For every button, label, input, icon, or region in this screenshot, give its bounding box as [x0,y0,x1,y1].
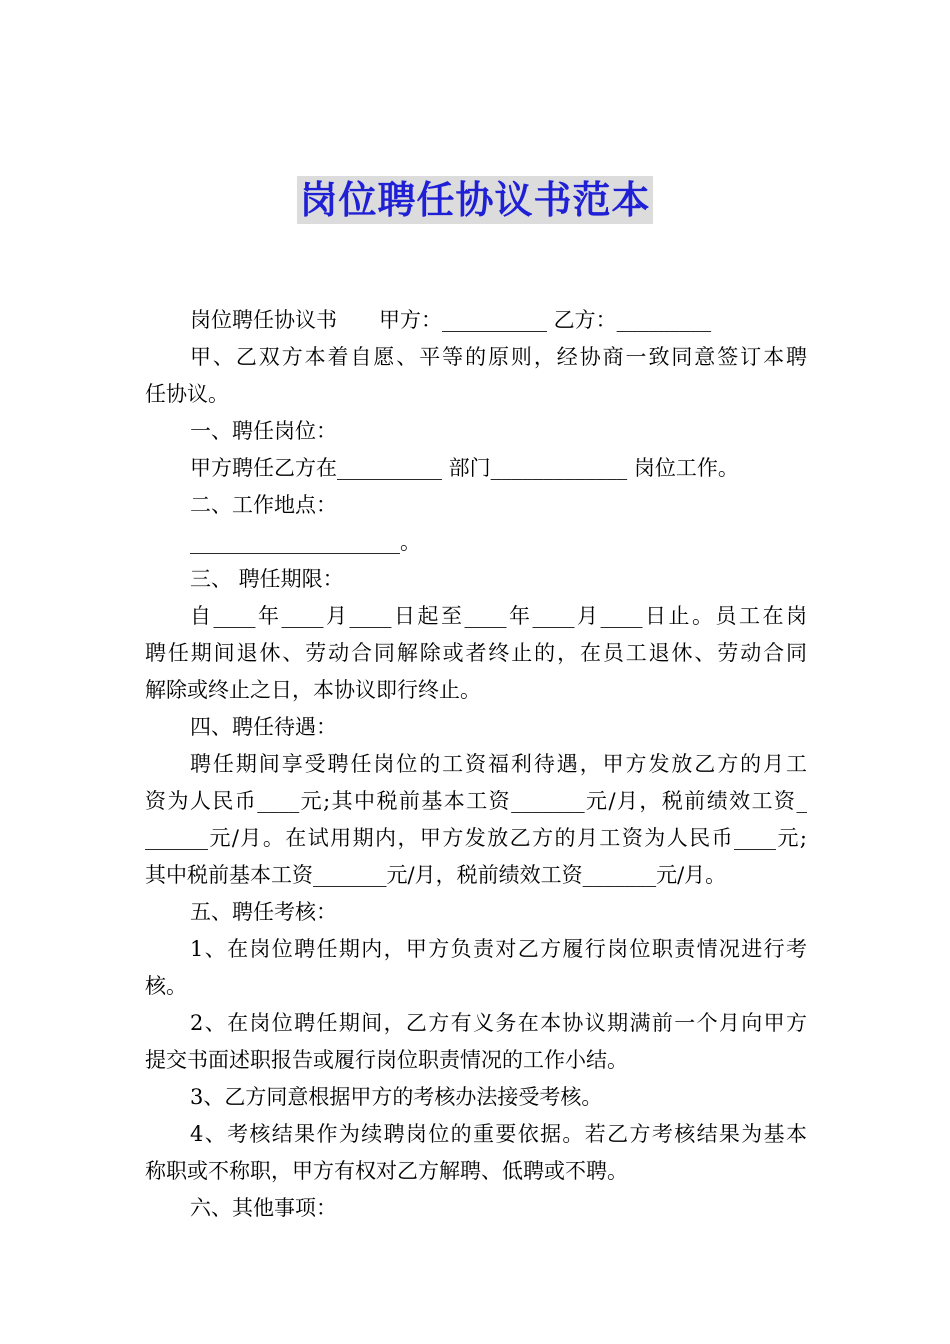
paragraph-line: 解除或终止之日，本协议即行终止。 [145,678,481,702]
paragraph-line: 任协议。 [145,382,229,406]
paragraph-line: 资为人民币____元;其中税前基本工资_______元/月，税前绩效工资_ [145,789,807,813]
paragraph-line: 称职或不称职，甲方有权对乙方解聘、低聘或不聘。 [145,1159,628,1183]
section-heading: 六、其他事项： [190,1196,337,1220]
section-heading: 三、 聘任期限： [190,567,344,591]
paragraph-line: 3、乙方同意根据甲方的考核办法接受考核。 [190,1085,603,1109]
section-heading: 四、聘任待遇： [190,715,337,739]
header-line: 岗位聘任协议书 甲方：__________ 乙方：_________ [190,308,712,332]
section-heading: 五、聘任考核： [190,900,337,924]
paragraph-line: 甲、乙双方本着自愿、平等的原则，经协商一致同意签订本聘 [190,345,807,369]
paragraph-line: 聘任期间退休、劳动合同解除或者终止的，在员工退休、劳动合同 [145,641,807,665]
section-heading: 一、聘任岗位： [190,419,337,443]
paragraph-line: 4、考核结果作为续聘岗位的重要依据。若乙方考核结果为基本 [190,1122,807,1146]
section-heading: 二、工作地点： [190,493,337,517]
paragraph-line: 其中税前基本工资_______元/月，税前绩效工资_______元/月。 [145,863,727,887]
paragraph-line: 2、在岗位聘任期间，乙方有义务在本协议期满前一个月向甲方 [190,1011,807,1035]
paragraph-line: ____________________。 [190,530,421,554]
paragraph-line: 甲方聘任乙方在__________ 部门_____________ 岗位工作。 [190,456,739,480]
title-wrapper [0,176,950,224]
document-title: 岗位聘任协议书范本 [299,178,651,222]
paragraph-line: 核。 [145,974,187,998]
paragraph-line: 1、在岗位聘任期内，甲方负责对乙方履行岗位职责情况进行考 [190,937,807,961]
paragraph-line: 自____年____月____日起至____年____月____日止。员工在岗 [190,604,807,628]
paragraph-line: ______元/月。在试用期内，甲方发放乙方的月工资为人民币____元; [145,826,807,850]
paragraph-line: 聘任期间享受聘任岗位的工资福利待遇，甲方发放乙方的月工 [190,752,807,776]
document-body [145,302,807,1227]
paragraph-line: 提交书面述职报告或履行岗位职责情况的工作小结。 [145,1048,628,1072]
